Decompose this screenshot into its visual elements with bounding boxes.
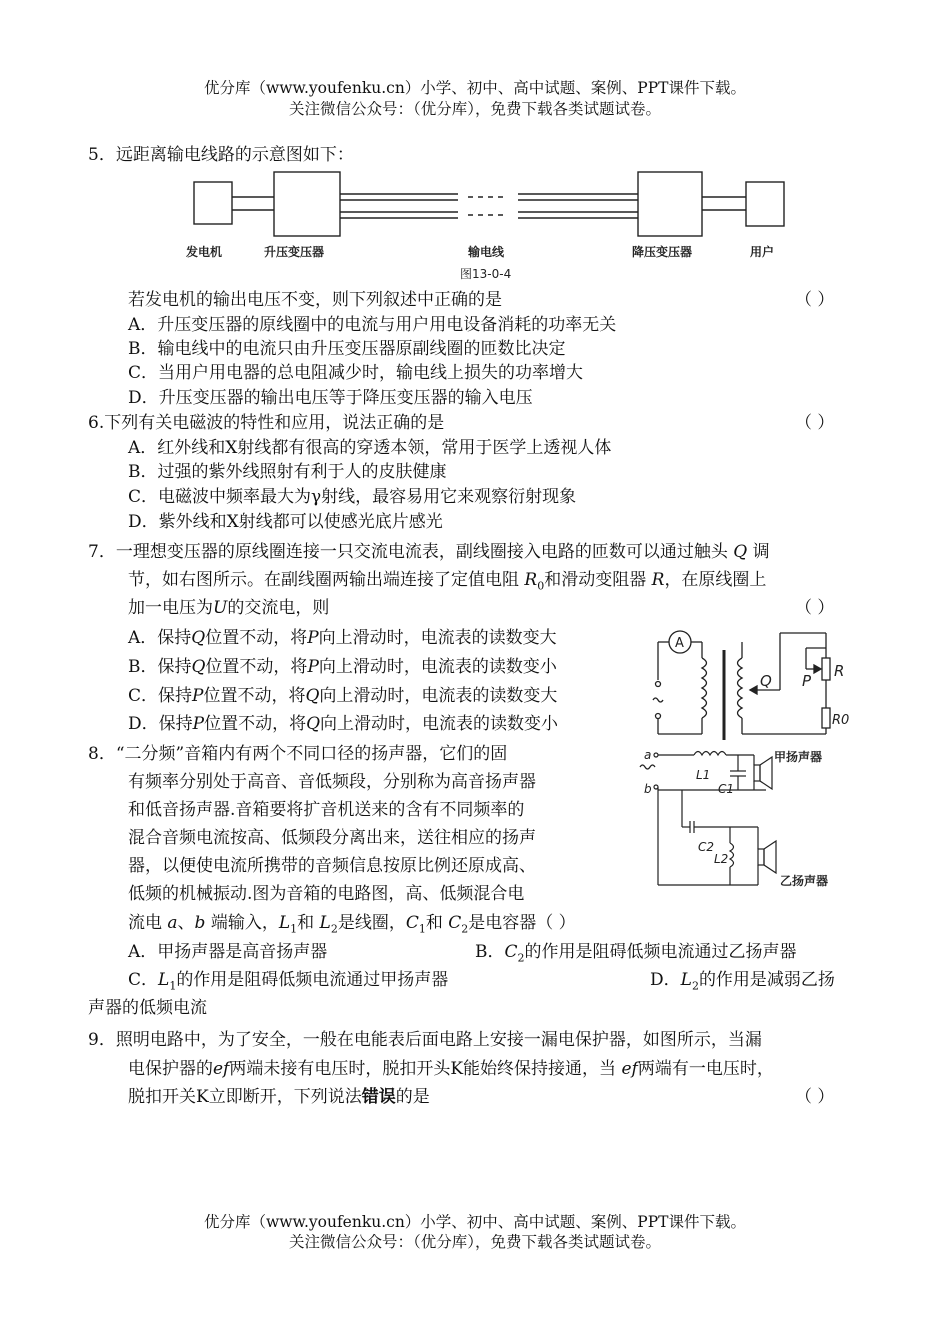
label-speaker-jia: 甲扬声器	[774, 750, 823, 764]
primary-coil	[702, 658, 707, 718]
label-speaker-yi: 乙扬声器	[780, 874, 829, 888]
q6-option-d: D．紫外线和X射线都可以使感光底片感光	[128, 512, 443, 532]
q7-answer-paren: （ ）	[795, 598, 835, 618]
q9-line-2: 电保护器的ef两端未接有电压时，脱扣开头K能始终保持接通，当 ef两端有一电压时，	[128, 1059, 774, 1079]
label-generator: 发电机	[186, 245, 223, 259]
label-step-down: 降压变压器	[632, 245, 693, 259]
label-a: a	[644, 748, 652, 762]
q6-option-a: A．红外线和X射线都有很高的穿透本领，常用于医学上透视人体	[128, 438, 612, 458]
q8-line-3: 和低音扬声器.音箱要将扩音机送来的含有不同频率的	[128, 800, 525, 820]
rheostat-R	[822, 658, 830, 680]
ac-source-icon	[653, 698, 663, 702]
header-line-1: 优分库（www.youfenku.cn）小学、初中、高中试题、案例、PPT课件下载。	[203, 79, 747, 97]
q8-line-5: 器，以便使电流所携带的音频信息按原比例还原成高、	[128, 856, 536, 876]
q5-transmission-diagram	[186, 170, 792, 286]
audio-source-icon	[640, 765, 655, 769]
label-L1: L1	[696, 768, 711, 782]
coil-L2	[730, 843, 734, 867]
label-Q: Q	[760, 672, 772, 690]
q7-transformer-circuit	[646, 628, 852, 744]
label-line: 输电线	[468, 245, 505, 259]
q8-line-4: 混合音频电流按高、低频段分离出来，送往相应的扬声	[128, 828, 536, 848]
step-down-transformer-box	[638, 172, 702, 236]
q6-stem: 6.下列有关电磁波的特性和应用，说法正确的是	[88, 413, 445, 433]
resistor-R0	[822, 708, 830, 728]
q5-option-b: B．输电线中的电流只由升压变压器原副线圈的匝数比决定	[128, 339, 566, 359]
q8-line-6: 低频的机械振动.图为音箱的电路图，高、低频混合电	[128, 884, 525, 904]
q5-option-a: A．升压变压器的原线圈中的电流与用户用电设备消耗的功率无关	[128, 315, 617, 335]
speaker-jia-icon	[754, 765, 760, 781]
footer-line-1: 优分库（www.youfenku.cn）小学、初中、高中试题、案例、PPT课件下载。	[203, 1213, 747, 1231]
q5-option-c: C．当用户用电器的总电阻减少时，输电线上损失的功率增大	[128, 363, 584, 383]
q7-line-3: 加一电压为U的交流电，则	[128, 598, 330, 618]
q7-line-1: 7．一理想变压器的原线圈连接一只交流电流表，副线圈接入电路的匝数可以通过触头 Q 调	[88, 542, 770, 562]
q6-option-c: C．电磁波中频率最大为γ射线，最容易用它来观察衍射现象	[128, 487, 577, 507]
secondary-coil	[738, 658, 743, 718]
label-R0: R0	[832, 713, 850, 728]
coil-L1	[694, 752, 726, 756]
speaker-yi-icon	[758, 849, 764, 865]
q7-option-d: D．保持P位置不动，将Q向上滑动时，电流表的读数变小	[128, 714, 559, 734]
q7-line-2: 节，如右图所示。在副线圈两输出端连接了定值电阻 $R_0$和滑动变阻器 R，在原线圈上	[128, 570, 767, 593]
label-C2: C2	[698, 840, 715, 854]
label-L2: L2	[714, 852, 729, 866]
q8-line-7: 流电 a、b 端输入，$L_1$和 $L_2$是线圈，$C_1$和 $C_2$是电容器（ ）	[128, 913, 576, 936]
generator-box	[194, 182, 232, 224]
label-C1: C1	[718, 782, 735, 796]
q6-option-b: B．过强的紫外线照射有利于人的皮肤健康	[128, 462, 447, 482]
q7-option-a: A．保持Q位置不动，将P向上滑动时，电流表的读数变大	[128, 628, 557, 648]
slider-P-arrow	[814, 665, 821, 673]
q9-line-1: 9．照明电路中，为了安全，一般在电能表后面电路上安接一漏电保护器，如图所示，当漏	[88, 1030, 762, 1050]
q7-option-b: B．保持Q位置不动，将P向上滑动时，电流表的读数变小	[128, 657, 557, 677]
q5-question: 若发电机的输出电压不变，则下列叙述中正确的是	[128, 290, 502, 310]
label-P: P	[802, 672, 812, 690]
q8-option-c: C．$L_1$的作用是阻碍低频电流通过甲扬声器	[128, 970, 449, 993]
ammeter-label: A	[675, 636, 684, 651]
q8-option-b: B．$C_2$的作用是阻碍低频电流通过乙扬声器	[475, 942, 797, 965]
q5-answer-paren: （ ）	[795, 290, 835, 310]
figure-caption: 图13-0-4	[460, 267, 512, 281]
label-step-up: 升压变压器	[264, 245, 325, 259]
q8-option-a: A．甲扬声器是高音扬声器	[128, 942, 328, 962]
q5-stem: 5．远距离输电线路的示意图如下：	[88, 145, 354, 165]
q8-line-2: 有频率分别处于高音、音低频段，分别称为高音扬声器	[128, 772, 536, 792]
q7-option-c: C．保持P位置不动，将Q向上滑动时，电流表的读数变大	[128, 686, 558, 706]
label-user: 用户	[750, 245, 775, 259]
q8-line-1: 8．“二分频”音箱内有两个不同口径的扬声器，它们的固	[88, 744, 508, 764]
footer-line-2: 关注微信公众号：（优分库），免费下载各类试题试卷。	[288, 1233, 661, 1251]
q8-option-d: D．$L_2$的作用是减弱乙扬	[650, 970, 835, 993]
q9-answer-paren: （ ）	[795, 1087, 835, 1107]
q9-line-3: 脱扣开关K立即断开，下列说法错误的是	[128, 1087, 430, 1107]
slider-Q-arrow	[750, 686, 757, 694]
q8-option-d-cont: 声器的低频电流	[88, 998, 207, 1018]
q5-option-d: D．升压变压器的输出电压等于降压变压器的输入电压	[128, 388, 533, 408]
step-up-transformer-box	[274, 172, 340, 236]
q8-crossover-circuit	[634, 745, 850, 890]
label-b: b	[644, 782, 652, 796]
label-R: R	[834, 662, 845, 680]
user-box	[746, 182, 784, 226]
header-line-2: 关注微信公众号：（优分库），免费下载各类试题试卷。	[288, 100, 661, 118]
q6-answer-paren: （ ）	[795, 413, 835, 433]
